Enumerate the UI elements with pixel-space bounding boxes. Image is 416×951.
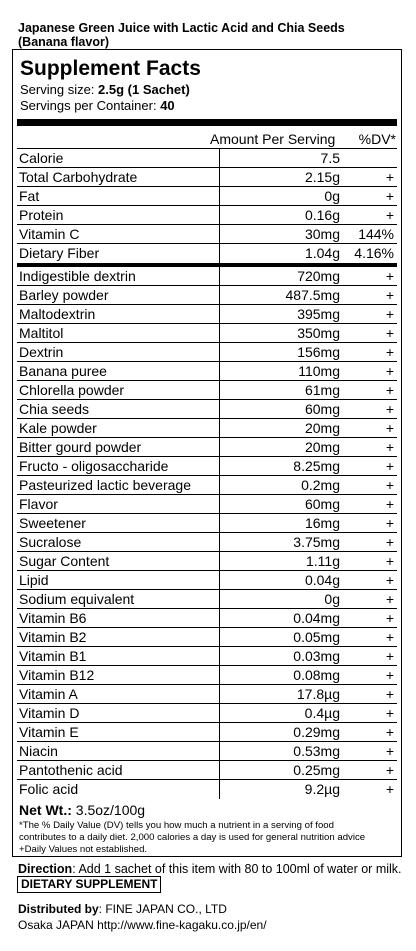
- servings-per-container: [20, 98, 175, 113]
- nutrient-amount: 0.2mg: [301, 477, 340, 493]
- nutrient-row: [17, 513, 397, 532]
- product-title-line1: Japanese Green Juice with Lactic Acid and Chia Seeds: [18, 21, 345, 35]
- thick-divider: [17, 119, 397, 126]
- nutrient-row: [17, 551, 397, 570]
- nutrient-name: Sweetener: [19, 515, 86, 531]
- nutrient-name: Kale powder: [19, 420, 97, 436]
- nutrient-dv: +: [385, 439, 394, 455]
- nutrient-amount: 60mg: [304, 496, 340, 512]
- nutrient-name: Vitamin B1: [19, 648, 87, 664]
- nutrient-name: Pantothenic acid: [19, 762, 123, 778]
- nutrient-row: [17, 304, 397, 323]
- nutrient-amount: 7.5: [320, 150, 340, 166]
- nutrient-amount: 0.03mg: [293, 648, 340, 664]
- nutrient-name: Flavor: [19, 496, 58, 512]
- nutrient-amount: 0.16g: [304, 207, 340, 223]
- nutrient-dv: +: [385, 458, 394, 474]
- nutrient-row: [17, 167, 397, 186]
- nutrient-name: Calorie: [19, 150, 64, 166]
- nutrient-dv: +: [385, 572, 394, 588]
- nutrient-name: Sodium equivalent: [19, 591, 135, 607]
- nutrient-name: Vitamin E: [19, 724, 79, 740]
- distributor-label: Distributed by: [18, 902, 99, 916]
- nutrient-amount: 20mg: [304, 420, 340, 436]
- nutrient-row: [17, 342, 397, 361]
- nutrient-amount: 0g: [324, 188, 340, 204]
- serving-size-value: 2.5g (1 Sachet): [98, 82, 190, 97]
- nutrient-amount: 487.5mg: [285, 287, 340, 303]
- nutrient-dv: +: [385, 344, 394, 360]
- nutrient-row: [17, 323, 397, 342]
- nutrient-row: [17, 703, 397, 722]
- nutrient-row: [17, 684, 397, 703]
- nutrient-dv: +: [385, 325, 394, 341]
- nutrient-row: [17, 399, 397, 418]
- nutrient-row: [17, 418, 397, 437]
- footnote-line1: *The % Daily Value (DV) tells you how much a nutrient in a serving of food: [19, 820, 334, 831]
- nutrient-name: Protein: [19, 207, 64, 223]
- nutrient-name: Banana puree: [19, 363, 107, 379]
- dietary-supplement-label: DIETARY SUPPLEMENT: [17, 876, 161, 893]
- nutrient-dv: +: [385, 401, 394, 417]
- nutrient-dv: +: [385, 648, 394, 664]
- nutrient-name: Pasteurized lactic beverage: [19, 477, 191, 493]
- nutrient-dv: +: [385, 363, 394, 379]
- nutrient-name: Indigestible dextrin: [19, 268, 136, 284]
- nutrient-name: Total Carbohydrate: [19, 169, 138, 185]
- nutrient-name: Vitamin D: [19, 705, 80, 721]
- dv-footnote: [19, 820, 399, 856]
- nutrient-row: [17, 760, 397, 779]
- nutrient-dv: +: [385, 306, 394, 322]
- nutrient-dv: +: [385, 382, 394, 398]
- distributor-text: : FINE JAPAN CO., LTD: [98, 902, 227, 916]
- nutrient-dv: +: [385, 534, 394, 550]
- nutrient-dv: +: [385, 667, 394, 683]
- nutrient-name: Chlorella powder: [19, 382, 125, 398]
- nutrient-row: [17, 589, 397, 608]
- product-title: [18, 21, 410, 49]
- nutrient-dv: +: [385, 188, 394, 204]
- nutrient-amount: 0.05mg: [293, 629, 340, 645]
- nutrient-amount: 720mg: [297, 268, 340, 284]
- nutrient-name: Bitter gourd powder: [19, 439, 142, 455]
- nutrient-dv: +: [385, 207, 394, 223]
- nutrient-amount: 0.04mg: [293, 610, 340, 626]
- nutrient-row: [17, 532, 397, 551]
- nutrient-name: Dietary Fiber: [19, 245, 100, 261]
- net-weight: [19, 802, 145, 818]
- nutrient-name: Fat: [19, 188, 40, 204]
- nutrient-name: Maltodextrin: [19, 306, 96, 322]
- direction-text: : Add 1 sachet of this item with 80 to 100ml of water or milk.: [72, 862, 402, 876]
- nutrient-amount: 20mg: [304, 439, 340, 455]
- nutrient-amount: 30mg: [304, 226, 340, 242]
- net-weight-label: Net Wt.:: [19, 802, 72, 818]
- nutrient-name: Niacin: [19, 743, 58, 759]
- nutrient-dv: 4.16%: [354, 245, 394, 261]
- nutrient-amount: 1.11g: [306, 553, 340, 569]
- nutrient-row: [17, 205, 397, 224]
- nutrient-dv: +: [385, 591, 394, 607]
- nutrient-dv: 144%: [358, 226, 394, 242]
- nutrient-dv: +: [385, 705, 394, 721]
- nutrient-row: [17, 266, 397, 285]
- serving-size: [20, 82, 190, 97]
- panel-title: Supplement Facts: [20, 57, 201, 80]
- nutrient-row: [17, 475, 397, 494]
- nutrient-row: [17, 722, 397, 741]
- nutrient-name: Folic acid: [19, 781, 79, 797]
- nutrient-amount: 0.4µg: [304, 705, 340, 721]
- nutrient-amount: 9.2µg: [304, 781, 340, 797]
- nutrient-amount: 2.15g: [304, 169, 340, 185]
- nutrient-row: [17, 456, 397, 475]
- direction-label: Direction: [18, 862, 73, 876]
- nutrient-row: [17, 224, 397, 243]
- nutrient-name: Vitamin C: [19, 226, 80, 242]
- nutrient-row: [17, 779, 397, 798]
- nutrient-row: [17, 627, 397, 646]
- servings-value: 40: [160, 98, 175, 113]
- nutrient-dv: +: [385, 781, 394, 797]
- nutrient-dv: +: [385, 743, 394, 759]
- nutrient-amount: 0.08mg: [293, 667, 340, 683]
- nutrient-name: Dextrin: [19, 344, 64, 360]
- nutrient-dv: +: [385, 610, 394, 626]
- nutrient-row: [17, 494, 397, 513]
- nutrient-row: [17, 148, 397, 167]
- nutrient-row: [17, 570, 397, 589]
- nutrient-amount: 0.04g: [304, 572, 340, 588]
- nutrient-amount: 0.29mg: [293, 724, 340, 740]
- nutrient-amount: 110mg: [298, 363, 340, 379]
- nutrient-amount: 1.04g: [304, 245, 340, 261]
- nutrient-row: [17, 437, 397, 456]
- nutrient-row: [17, 741, 397, 760]
- distributor: [18, 902, 227, 916]
- nutrient-row: [17, 380, 397, 399]
- servings-label: Servings per Container:: [20, 98, 157, 113]
- nutrient-amount: 350mg: [297, 325, 340, 341]
- nutrient-amount: 0.25mg: [293, 762, 340, 778]
- nutrient-row: [17, 243, 397, 262]
- nutrient-name: Barley powder: [19, 287, 109, 303]
- address: Osaka JAPAN http://www.fine-kagaku.co.jp/en/: [18, 918, 267, 932]
- product-title-line2: (Banana flavor): [18, 35, 109, 49]
- footnote-line2: contributes to a daily diet. 2,000 calories a day is used for general nutrition advice: [19, 832, 366, 843]
- nutrient-dv: +: [385, 287, 394, 303]
- nutrient-name: Fructo - oligosaccharide: [19, 458, 169, 474]
- nutrient-name: Vitamin B12: [19, 667, 95, 683]
- nutrient-name: Maltitol: [19, 325, 64, 341]
- nutrient-dv: +: [385, 724, 394, 740]
- footnote-line3: +Daily Values not established.: [19, 844, 148, 855]
- nutrient-amount: 3.75mg: [293, 534, 340, 550]
- dv-header: %DV*: [358, 131, 396, 147]
- nutrient-row: [17, 285, 397, 304]
- nutrient-dv: +: [385, 268, 394, 284]
- nutrient-row: [17, 646, 397, 665]
- nutrient-amount: 8.25mg: [293, 458, 340, 474]
- nutrient-row: [17, 186, 397, 205]
- nutrient-name: Vitamin B6: [19, 610, 87, 626]
- nutrient-row: [17, 361, 397, 380]
- nutrient-amount: 60mg: [304, 401, 340, 417]
- nutrient-name: Lipid: [19, 572, 49, 588]
- nutrient-amount: 395mg: [297, 306, 340, 322]
- nutrient-dv: +: [385, 629, 394, 645]
- nutrient-row: [17, 665, 397, 684]
- amount-per-serving-header: Amount Per Serving: [210, 131, 336, 147]
- nutrient-amount: 0.53mg: [293, 743, 340, 759]
- nutrient-amount: 61mg: [304, 382, 340, 398]
- supplement-facts-panel: [12, 49, 402, 857]
- nutrient-amount: 16mg: [304, 515, 340, 531]
- nutrient-dv: +: [385, 553, 394, 569]
- nutrient-amount: 17.8µg: [296, 686, 340, 702]
- direction: [18, 862, 413, 876]
- nutrient-name: Chia seeds: [19, 401, 90, 417]
- nutrient-name: Vitamin B2: [19, 629, 87, 645]
- nutrient-dv: +: [385, 496, 394, 512]
- nutrient-amount: 0g: [324, 591, 340, 607]
- nutrient-dv: +: [385, 686, 394, 702]
- nutrient-name: Sucralose: [19, 534, 82, 550]
- nutrient-name: Vitamin A: [19, 686, 78, 702]
- nutrient-dv: +: [385, 762, 394, 778]
- net-weight-value: 3.5oz/100g: [75, 802, 146, 818]
- nutrient-row: [17, 608, 397, 627]
- nutrient-dv: +: [385, 169, 394, 185]
- serving-size-label: Serving size:: [20, 82, 95, 97]
- nutrient-dv: +: [385, 515, 394, 531]
- nutrient-dv: +: [385, 420, 394, 436]
- nutrient-dv: +: [385, 477, 394, 493]
- nutrient-name: Sugar Content: [19, 553, 110, 569]
- nutrient-amount: 156mg: [297, 344, 340, 360]
